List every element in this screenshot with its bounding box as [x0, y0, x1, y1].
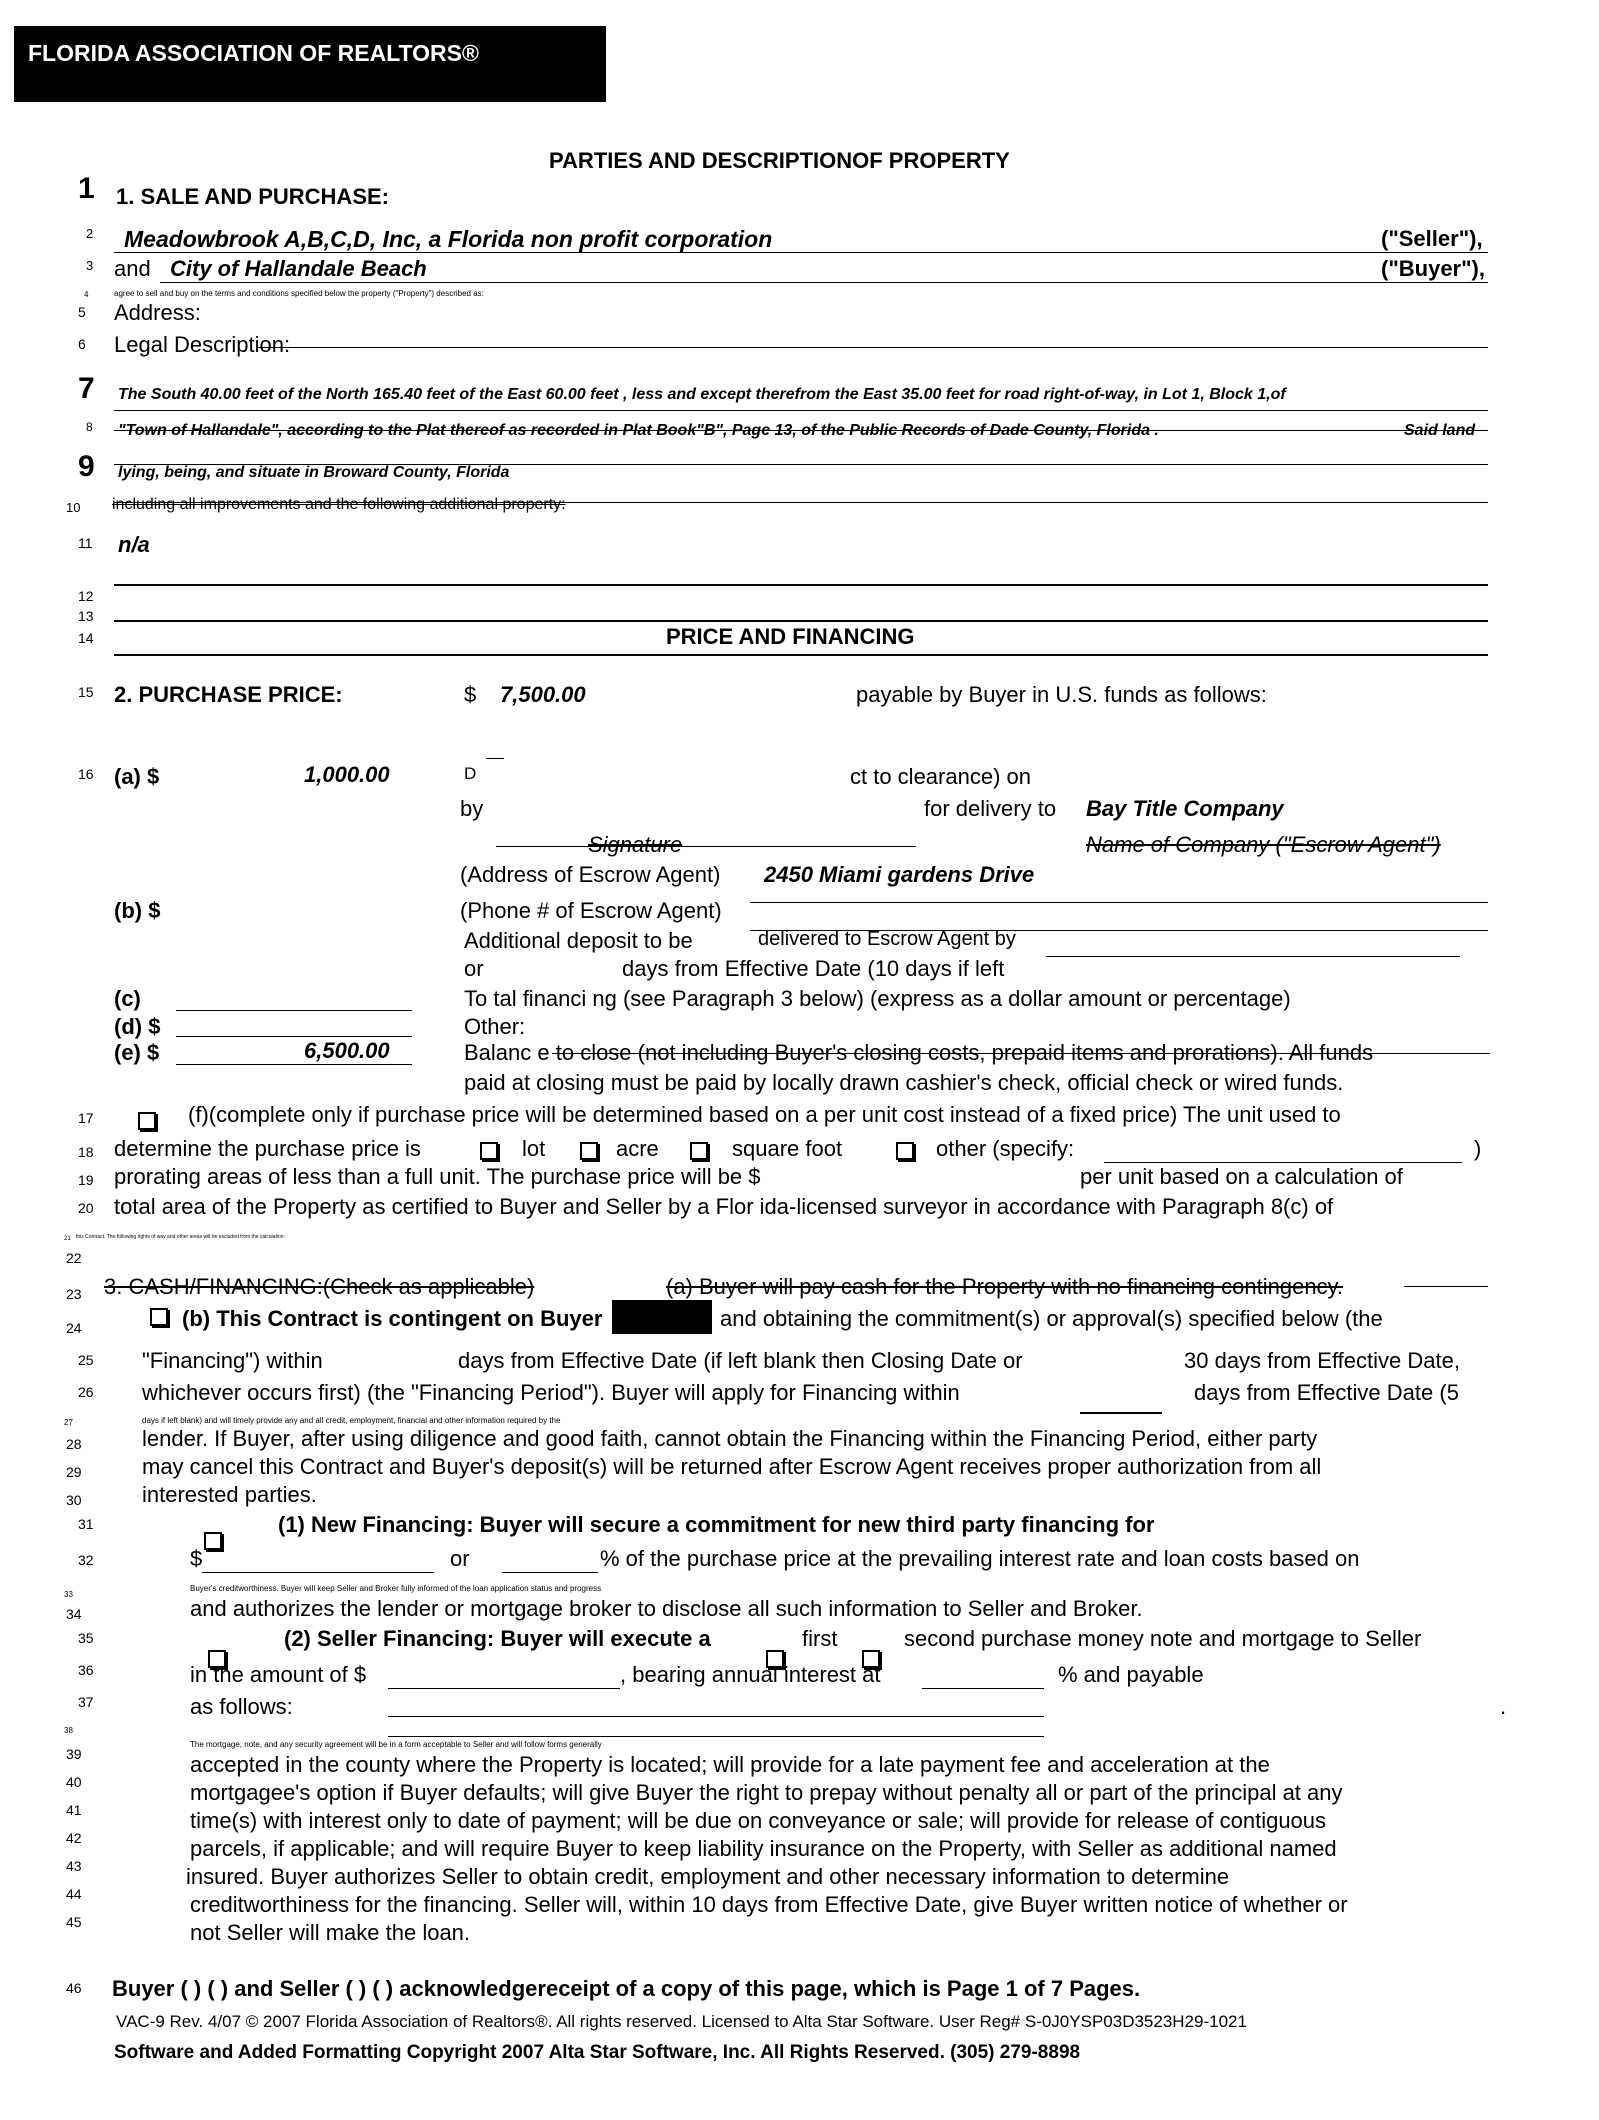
tiny33-text: Buyer's creditworthiness. Buyer will keep Seller and Broker fully informed of the loan application status and progress: [190, 1584, 602, 1593]
whichever-text: whichever occurs first) (the "Financing Period"). Buyer will apply for Financing within: [142, 1380, 960, 1405]
not-seller-text: not Seller will make the loan.: [190, 1920, 471, 1945]
line-number: 41: [66, 1802, 82, 1818]
legal-description-line2b: Said land: [1404, 422, 1476, 439]
purchase-price-title: 2. PURCHASE PRICE:: [114, 682, 343, 707]
line-number: 18: [78, 1144, 94, 1160]
line-number: 20: [78, 1200, 94, 1216]
rule: [114, 410, 1488, 411]
line-number: 10: [66, 500, 81, 515]
amount-line: [202, 1572, 434, 1573]
line-number: 38: [64, 1726, 73, 1735]
line-number: 35: [78, 1630, 94, 1646]
a-by: by: [460, 796, 484, 821]
determine-text: determine the purchase price is: [114, 1136, 421, 1161]
d-line: [176, 1036, 412, 1037]
legal-description-line3: lying, being, and situate in Broward County, Florida: [118, 464, 510, 481]
additional-property-field[interactable]: n/a: [118, 532, 150, 557]
may-cancel-text: may cancel this Contract and Buyer's deposit(s) will be returned after Escrow Agent receives proper authorization from all: [142, 1454, 1322, 1479]
address-label: Address:: [114, 300, 201, 325]
improvements-text: including all improvements and the following additional property:: [112, 496, 566, 513]
second-label: second purchase money note and mortgage to Seller: [904, 1626, 1422, 1651]
other-unit-label: other (specify:: [936, 1136, 1075, 1161]
or-label: or: [464, 956, 484, 981]
other-unit-line: [1104, 1162, 1462, 1163]
total-area-text: total area of the Property as certified to Buyer and Seller by a Flor ida-licensed surveyor in accordance with Paragraph 8(c) of: [114, 1194, 1334, 1219]
days-from-text: days from Effective Date (10 days if left: [622, 956, 1005, 981]
header-org: FLORIDA ASSOCIATION OF REALTORS®: [28, 40, 479, 66]
line-number: 1: [78, 172, 95, 205]
e-label: (e) $: [114, 1040, 160, 1065]
accepted-text: accepted in the county where the Property is located; will provide for a late payment fee and acceleration at the: [190, 1752, 1270, 1777]
purchase-price-field[interactable]: 7,500.00: [500, 682, 586, 707]
buyer-name-field[interactable]: City of Hallandale Beach: [170, 256, 427, 281]
legal-description-line2: "Town of Hallandale", according to the Plat thereof as recorded in Plat Book"B", Page 13, of the Public Records of Dade County, Florida .: [118, 422, 1159, 439]
payable-text: payable by Buyer in U.S. funds as follows:: [856, 682, 1267, 707]
line-number: 12: [78, 588, 94, 604]
payment-line: [388, 1716, 1044, 1717]
line-number: 29: [66, 1464, 82, 1480]
line-number: 7: [78, 372, 95, 405]
rule: [114, 620, 1488, 622]
square-foot-checkbox[interactable]: [690, 1142, 708, 1160]
line-number: 23: [66, 1286, 82, 1302]
buyer-line: [160, 282, 1488, 283]
a-clearance: ct to clearance) on: [850, 764, 1031, 789]
legal-description-line1: The South 40.00 feet of the North 165.40 feet of the East 60.00 feet , less and except therefrom the East 35.00 feet for road right-of-way, in Lot 1, Block 1,of: [118, 386, 1286, 403]
acre-label: acre: [616, 1136, 659, 1161]
pct-payable-text: % and payable: [1058, 1662, 1204, 1687]
legal-label: Legal Description:: [114, 332, 291, 357]
per-unit-text: per unit based on a calculation of: [1080, 1164, 1403, 1189]
line-number: 24: [66, 1320, 82, 1336]
rule: [114, 502, 1488, 503]
mortgagee-text: mortgagee's option if Buyer defaults; will give Buyer the right to prepay without penalty all or part of the principal at any: [190, 1780, 1343, 1805]
additional-deposit-text: Additional deposit to be: [464, 928, 693, 953]
other-unit-checkbox[interactable]: [896, 1142, 914, 1160]
line-number: 43: [66, 1858, 82, 1874]
line-number: 17: [78, 1110, 94, 1126]
line-number: 31: [78, 1516, 94, 1532]
line-number: 26: [78, 1384, 94, 1400]
tiny38-text: The mortgage, note, and any security agreement will be in a form acceptable to Seller and will follow forms generally: [190, 1740, 602, 1749]
cash-option-a: (a) Buyer will pay cash for the Property with no financing contingency.: [666, 1274, 1344, 1299]
line-number: 32: [78, 1552, 94, 1568]
address-escrow-label: (Address of Escrow Agent): [460, 862, 721, 887]
line-number: 46: [66, 1980, 82, 1996]
section2-heading: PRICE AND FINANCING: [666, 624, 915, 649]
a-d: D: [464, 764, 477, 783]
section1-title: 1. SALE AND PURCHASE:: [116, 184, 389, 209]
line-number: 44: [66, 1886, 82, 1902]
copyright-text: Software and Added Formatting Copyright 2007 Alta Star Software, Inc. All Rights Reserved. (305) 279-8898: [114, 2042, 1081, 2063]
line-number: 15: [78, 684, 94, 700]
new-financing-checkbox[interactable]: [204, 1532, 222, 1550]
line-number: 5: [78, 304, 86, 320]
f-text: (f)(complete only if purchase price will be determined based on a per unit cost instead of a fixed price) The unit used to: [188, 1102, 1341, 1127]
rule: [750, 902, 1488, 903]
line-number: 22: [66, 1250, 82, 1266]
deposit-a-field[interactable]: 1,000.00: [304, 762, 390, 787]
interest-line: [922, 1688, 1044, 1689]
line-number: 11: [78, 535, 93, 551]
period: .: [1500, 1694, 1507, 1719]
lot-label: lot: [522, 1136, 546, 1161]
line-number: 4: [84, 290, 89, 299]
option-b-text2: and obtaining the commitment(s) or approval(s) specified below (the: [720, 1306, 1383, 1331]
rule: [114, 654, 1488, 656]
as-follows-text: as follows:: [190, 1694, 293, 1719]
line-number: 25: [78, 1352, 94, 1368]
lot-checkbox[interactable]: [480, 1142, 498, 1160]
line-number: 30: [66, 1492, 82, 1508]
rule: [1046, 956, 1460, 957]
b-label: (b) $: [114, 898, 161, 923]
seller-financing-label: (2) Seller Financing: Buyer will execute a: [284, 1626, 711, 1651]
financing-contingency-checkbox[interactable]: [150, 1308, 168, 1326]
financing-30: 30 days from Effective Date,: [1184, 1348, 1460, 1373]
line-number: 14: [78, 630, 94, 646]
line-number: 6: [78, 336, 86, 352]
insured-text: insured. Buyer authorizes Seller to obtain credit, employment and other necessary information to determine: [186, 1864, 1230, 1889]
per-unit-checkbox[interactable]: [138, 1112, 156, 1130]
line-number: 28: [66, 1436, 82, 1452]
prorating-text: prorating areas of less than a full unit. The purchase price will be $: [114, 1164, 761, 1189]
close-paren: ): [1474, 1136, 1482, 1161]
seller-label: ("Seller"),: [1381, 226, 1483, 251]
buyer-label: ("Buyer"),: [1381, 256, 1485, 281]
paid-text: paid at closing must be paid by locally drawn cashier's check, official check or wired funds.: [464, 1070, 1344, 1095]
new-financing-label: (1) New Financing: Buyer will secure a commitment for new third party financing for: [278, 1512, 1155, 1537]
parcels-text: parcels, if applicable; and will require Buyer to keep liability insurance on the Property, with Seller as additional named: [190, 1836, 1337, 1861]
interested-text: interested parties.: [142, 1482, 317, 1507]
line-number: 3: [86, 258, 94, 273]
balance-text: Balanc e to close (not including Buyer's closing costs, prepaid items and prorations). All funds: [464, 1040, 1374, 1065]
tiny27-text: days if left blank) and will timely provide any and all credit, employment, financial and other information required by the: [142, 1416, 561, 1425]
financing-within: "Financing") within: [142, 1348, 323, 1373]
credit-text: creditworthiness for the financing. Seller will, within 10 days from Effective Date, give Buyer written notice of whether or: [190, 1892, 1348, 1917]
redaction-block: [612, 1300, 712, 1334]
line-number: 8: [86, 420, 93, 434]
lender-text: lender. If Buyer, after using diligence and good faith, cannot obtain the Financing within the Financing Period, either party: [142, 1426, 1318, 1451]
apply-days-line: [1080, 1412, 1162, 1414]
c-label: (c): [114, 986, 141, 1011]
acre-checkbox[interactable]: [580, 1142, 598, 1160]
line-number: 40: [66, 1774, 82, 1790]
c-line: [176, 1010, 412, 1011]
line-number: 39: [66, 1746, 82, 1762]
seller-name-field[interactable]: Meadowbrook A,B,C,D, Inc, a Florida non profit corporation: [124, 226, 773, 252]
form-code-text: VAC-9 Rev. 4/07 © 2007 Florida Association of Realtors®. All rights reserved. Licensed to Alta Star Software. User Reg# S-0J0YSP03D3523H29-1021: [116, 2012, 1247, 2031]
acknowledgement-text: Buyer ( ) ( ) and Seller ( ) ( ) acknowledgereceipt of a copy of this page, which is Page 1 of 7 Pages.: [112, 1976, 1141, 2001]
phone-label: (Phone # of Escrow Agent): [460, 898, 722, 923]
a-label: (a) $: [114, 764, 160, 789]
signature-label: Signature: [588, 832, 683, 857]
line-number: 37: [78, 1694, 94, 1710]
line-number: 9: [78, 450, 95, 483]
days5-text: days from Effective Date (5: [1194, 1380, 1459, 1405]
total-financing-text: To tal financi ng (see Paragraph 3 below) (express as a dollar amount or percentage): [464, 986, 1291, 1011]
line-number: 45: [66, 1914, 82, 1930]
rule: [1404, 1286, 1488, 1287]
escrow-address-field[interactable]: 2450 Miami gardens Drive: [764, 862, 1035, 887]
name-of-company-label: Name of Company ("Escrow Agent"): [1086, 832, 1441, 857]
line-number: 2: [86, 226, 94, 241]
and-label: and: [114, 256, 151, 281]
rule: [114, 584, 1488, 586]
strike-rule: [552, 1053, 1490, 1054]
amount-line: [388, 1688, 620, 1689]
delivered-to-text: delivered to Escrow Agent by: [758, 928, 1016, 950]
times-text: time(s) with interest only to date of payment; will be due on conveyance or sale; will provide for release of contiguous: [190, 1808, 1327, 1833]
line-number: 42: [66, 1830, 82, 1846]
dollar32: $: [190, 1546, 203, 1571]
line-number: 33: [64, 1590, 73, 1599]
e-line: [176, 1064, 412, 1065]
first-label: first: [802, 1626, 838, 1651]
authorizes-text: and authorizes the lender or mortgage broker to disclose all such information to Seller and Broker.: [190, 1596, 1143, 1621]
line-number: 13: [78, 608, 94, 624]
square-foot-label: square foot: [732, 1136, 843, 1161]
line-number: 19: [78, 1172, 94, 1188]
rule: [496, 846, 916, 847]
a-delivery: for delivery to: [924, 796, 1057, 821]
excluded-text: this Contract. The following rights of way and other areas will be excluded from the calculation:: [76, 1234, 285, 1240]
other-label: Other:: [464, 1014, 526, 1039]
agree-text: agree to sell and buy on the terms and conditions specified below the property ("Property") described as:: [114, 289, 484, 298]
rule: [114, 430, 1488, 431]
section1-heading: PARTIES AND DESCRIPTIONOF PROPERTY: [549, 148, 1010, 173]
payment-line2: [388, 1736, 1044, 1737]
balance-e-field[interactable]: 6,500.00: [304, 1038, 390, 1063]
line-number: 21: [64, 1236, 71, 1242]
line-number: 27: [64, 1418, 73, 1427]
option-b-text: (b) This Contract is contingent on Buyer: [182, 1306, 603, 1331]
line-number: 16: [78, 766, 94, 782]
line-number: 36: [78, 1662, 94, 1678]
or32: or: [450, 1546, 470, 1571]
amount-text: in the amount of $: [190, 1662, 367, 1687]
rule: [486, 758, 504, 759]
financing-days: days from Effective Date (if left blank then Closing Date or: [458, 1348, 1023, 1373]
pct-text: % of the purchase price at the prevailing interest rate and loan costs based on: [600, 1546, 1360, 1571]
legal-line: [256, 347, 1488, 348]
price-dollar: $: [464, 682, 477, 707]
seller-line: [114, 252, 1488, 253]
cash-financing-title: 3. CASH/FINANCING:(Check as applicable): [104, 1274, 535, 1299]
bearing-text: , bearing annual interest at: [620, 1662, 881, 1687]
escrow-company-field[interactable]: Bay Title Company: [1086, 796, 1284, 821]
line-number: 34: [66, 1606, 82, 1622]
pct-line: [502, 1572, 598, 1573]
d-label: (d) $: [114, 1014, 161, 1039]
